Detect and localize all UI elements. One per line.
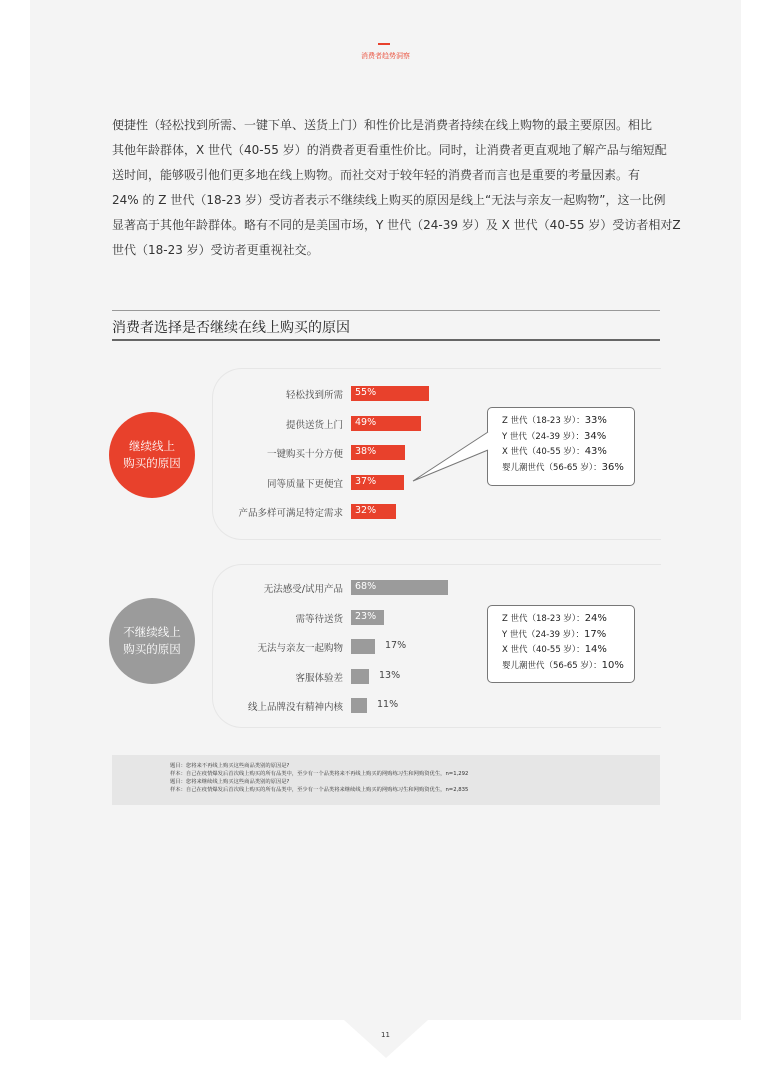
page-number: 11 bbox=[381, 1031, 390, 1039]
note-line: 题目：您将来继续线上购买这些商品类别的原因是? bbox=[170, 779, 290, 785]
callout-label: X 世代（40-55 岁）： bbox=[502, 447, 585, 457]
callout-value: 24% bbox=[584, 613, 607, 624]
callout-value: 14% bbox=[584, 644, 607, 655]
note-line: 样本：自己在疫情爆发后首次线上购买的所有品类中，至少有一个品类将来不再线上购买的网购练习生和网购资优生，n=1,292 bbox=[170, 771, 469, 777]
callout-label: X 世代（40-55 岁）： bbox=[502, 645, 585, 655]
bar-category-label: 同等质量下更便宜 bbox=[266, 478, 343, 490]
bar-category-label: 一键购买十分方便 bbox=[266, 449, 343, 460]
paragraph-line: 世代（18-23 岁）受访者更重视社交。 bbox=[112, 243, 319, 257]
bar-value-label: 37% bbox=[355, 475, 377, 487]
group-label-line: 购买的原因 bbox=[123, 642, 181, 656]
group-label-line: 购买的原因 bbox=[123, 456, 181, 470]
paragraph-line: 便捷性（轻松找到所需、一键下单、送货上门）和性价比是消费者持续在线上购物的最主要原因。相比 bbox=[112, 118, 653, 132]
callout-label: Z 世代（18-23 岁）： bbox=[502, 614, 585, 624]
callout-label: Z 世代（18-23 岁）： bbox=[502, 416, 585, 426]
callout-row bbox=[502, 658, 634, 674]
callout-label: 婴儿潮世代（56-65 岁）： bbox=[502, 660, 602, 671]
callout-label: 婴儿潮世代（56-65 岁）： bbox=[502, 462, 602, 473]
bar-category-label: 需等待送货 bbox=[295, 613, 343, 625]
bar-value-label: 38% bbox=[355, 446, 377, 457]
callout-value: 43% bbox=[584, 446, 607, 457]
bar-category-label: 无法感受/试用产品 bbox=[263, 584, 343, 595]
paragraph-line: 显著高于其他年龄群体。略有不同的是美国市场，Y 世代（24-39 岁）及 X 世代（40-55 岁）受访者相对Z bbox=[112, 218, 681, 232]
bar bbox=[351, 669, 369, 684]
callout-value: 36% bbox=[601, 461, 624, 473]
bar-category-label: 轻松找到所需 bbox=[285, 390, 343, 401]
callout-value: 17% bbox=[584, 628, 607, 640]
bar-category-label: 客服体验差 bbox=[295, 672, 343, 684]
callout-row bbox=[502, 627, 634, 643]
chart-title: 消费者选择是否继续在线上购买的原因 bbox=[112, 320, 350, 336]
bar-value-label: 32% bbox=[355, 505, 377, 516]
header-title: 消费者趋势洞察 bbox=[361, 52, 410, 60]
stop-group-circle bbox=[109, 598, 195, 684]
page-number-tab bbox=[344, 1020, 428, 1058]
bar-value-label: 68% bbox=[355, 581, 377, 592]
paragraph-line: 送时间，能够吸引他们更多地在线上购物。而社交对于较年轻的消费者而言也是重要的考量因素。有 bbox=[112, 168, 641, 182]
paragraph-line: 24% 的 Z 世代（18-23 岁）受访者表示不继续线上购买的原因是线上“无法与亲友一起购物”，这一比例 bbox=[112, 193, 666, 207]
bar-category-label: 产品多样可满足特定需求 bbox=[238, 508, 343, 519]
bar-category-label: 提供送货上门 bbox=[285, 419, 343, 431]
note-line: 题目：您将来不再线上购买这些商品类别的原因是? bbox=[170, 763, 290, 769]
callout-value: 33% bbox=[584, 415, 607, 426]
callout-label: Y 世代（24-39 岁）： bbox=[502, 431, 585, 442]
bar-value-label: 11% bbox=[377, 699, 399, 710]
callout-row bbox=[502, 611, 634, 627]
bar-value-label: 23% bbox=[355, 610, 377, 622]
bar-value-label: 49% bbox=[355, 416, 377, 428]
bar bbox=[351, 639, 375, 654]
callout-value: 10% bbox=[601, 659, 624, 671]
paragraph-line: 其他年龄群体，X 世代（40-55 岁）的消费者更看重性价比。同时，让消费者更直观地了解产品与缩短配 bbox=[112, 143, 667, 157]
bar-category-label: 线上品牌没有精神内核 bbox=[247, 702, 343, 713]
bar-category-label: 无法与亲友一起购物 bbox=[257, 643, 343, 654]
callout-row bbox=[502, 642, 634, 658]
bar bbox=[351, 698, 367, 713]
bar-value-label: 13% bbox=[379, 669, 401, 681]
bar-value-label: 55% bbox=[355, 387, 377, 398]
bar-value-label: 17% bbox=[385, 640, 407, 651]
callout-value: 34% bbox=[584, 430, 607, 442]
stop-callout-box bbox=[487, 605, 635, 683]
continue-callout-pointer bbox=[413, 432, 488, 481]
survey-notes bbox=[112, 755, 660, 805]
group-label-line: 不继续线上 bbox=[123, 625, 181, 639]
note-line: 样本：自己在疫情爆发后首次线上购买的所有品类中，至少有一个品类将来继续线上购买的网购练习生和网购资优生，n=2,835 bbox=[170, 787, 469, 793]
group-label-line: 继续线上 bbox=[129, 439, 175, 453]
callout-label: Y 世代（24-39 岁）： bbox=[502, 629, 585, 640]
